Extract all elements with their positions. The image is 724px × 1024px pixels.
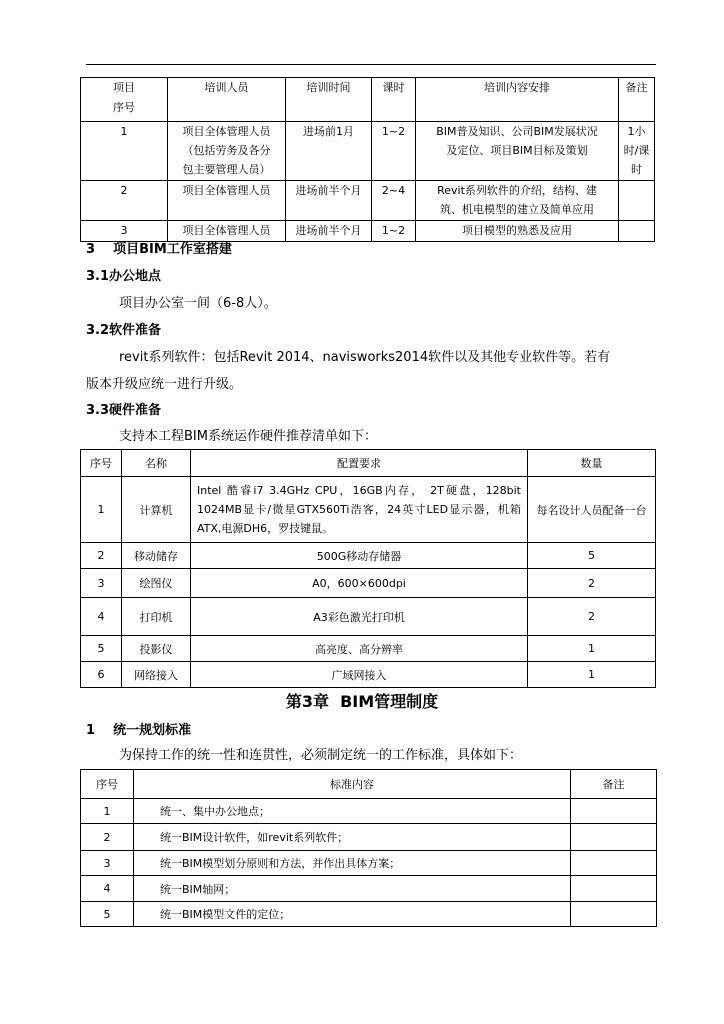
- hardware-table: [80, 449, 656, 688]
- cell-no: 2: [81, 543, 122, 569]
- cell-when: 进场前半个月: [286, 181, 372, 221]
- cell-content: 统一BIM设计软件，如revit系列软件；: [134, 824, 571, 851]
- col-header: 配置要求: [191, 450, 528, 477]
- section-3-3-heading: 3.3硬件准备: [86, 403, 162, 418]
- table-row: [81, 569, 656, 598]
- col-header: 序号: [81, 450, 122, 477]
- table-row: [81, 799, 657, 824]
- cell-note: 1小 时/课 时: [619, 122, 655, 181]
- cell-no: 1: [81, 799, 134, 824]
- section-3-2-heading: 3.2软件准备: [86, 323, 162, 338]
- cell-name: 计算机: [122, 477, 191, 543]
- section-3-2-text-line2: 版本升级应统一进行升级。: [86, 377, 243, 392]
- cell-no: 4: [81, 876, 134, 902]
- section-1-text: 为保持工作的统一性和连贯性，必须制定统一的工作标准，具体如下：: [119, 748, 523, 763]
- cell-spec: A0，600×600dpi: [191, 569, 528, 598]
- cell-note: [571, 824, 657, 851]
- cell-when: 进场前1月: [286, 122, 372, 181]
- cell-spec: Intel 酷睿i7 3.4GHz CPU，16GB内存， 2T硬盘，128bit 1024MB显卡/微星GTX560Ti浩客，24英寸LED显示器，机箱ATX,电源DH6，罗技键鼠。: [191, 477, 528, 543]
- cell-who: 项目全体管理人员: [168, 221, 286, 242]
- cell-qty: 每名设计人员配备一台: [528, 477, 656, 543]
- section-1-heading: 1 统一规划标准: [86, 723, 192, 738]
- table-row: [81, 851, 657, 876]
- col-header: 项目 序号: [81, 78, 168, 122]
- cell-qty: 1: [528, 636, 656, 662]
- cell-spec: A3彩色激光打印机: [191, 598, 528, 636]
- col-header: 标准内容: [134, 770, 571, 799]
- cell-spec: 500G移动存储器: [191, 543, 528, 569]
- section-3-1-heading: 3.1办公地点: [86, 269, 162, 284]
- table-row: [81, 122, 655, 181]
- section-3-2-text-line1: revit系列软件：包括Revit 2014、navisworks2014软件以及其他专业软件等。若有: [119, 350, 611, 365]
- cell-who: 项目全体管理人员: [168, 181, 286, 221]
- cell-spec: 高亮度、高分辨率: [191, 636, 528, 662]
- cell-content: 统一、集中办公地点；: [134, 799, 571, 824]
- header-rule: [86, 64, 656, 65]
- table-header-row: [81, 450, 656, 477]
- col-header: 备注: [619, 78, 655, 122]
- table-row: [81, 598, 656, 636]
- cell-qty: 2: [528, 598, 656, 636]
- col-header: 培训人员: [168, 78, 286, 122]
- cell-no: 5: [81, 902, 134, 927]
- cell-note: [571, 851, 657, 876]
- cell-name: 绘图仪: [122, 569, 191, 598]
- section-3-1-text: 项目办公室一间（6-8人）。: [119, 296, 277, 311]
- table-row: [81, 824, 657, 851]
- cell-content: Revit系列软件的介绍，结构、建 筑、机电模型的建立及简单应用: [416, 181, 619, 221]
- cell-no: 5: [81, 636, 122, 662]
- cell-hours: 1~2: [372, 122, 416, 181]
- cell-no: 2: [81, 181, 168, 221]
- table-row: [81, 662, 656, 688]
- col-header: 备注: [571, 770, 657, 799]
- section-3-heading: 3 项目BIM工作室搭建: [86, 242, 232, 257]
- table-row: [81, 543, 656, 569]
- cell-hours: 2~4: [372, 181, 416, 221]
- cell-name: 投影仪: [122, 636, 191, 662]
- cell-no: 6: [81, 662, 122, 688]
- table-row: [81, 902, 657, 927]
- cell-who: 项目全体管理人员 （包括劳务及各分 包主要管理人员）: [168, 122, 286, 181]
- cell-name: 网络接入: [122, 662, 191, 688]
- cell-note: [571, 799, 657, 824]
- cell-note: [619, 181, 655, 221]
- cell-hours: 1~2: [372, 221, 416, 242]
- cell-content: 统一BIM模型划分原则和方法，并作出具体方案；: [134, 851, 571, 876]
- col-header: 培训内容安排: [416, 78, 619, 122]
- cell-note: [619, 221, 655, 242]
- cell-qty: 1: [528, 662, 656, 688]
- table-row: [81, 477, 656, 543]
- cell-no: 4: [81, 598, 122, 636]
- section-3-3-text: 支持本工程BIM系统运作硬件推荐清单如下：: [119, 429, 377, 444]
- col-header: 名称: [122, 450, 191, 477]
- table-header-row: [81, 770, 657, 799]
- cell-name: 移动储存: [122, 543, 191, 569]
- table-row: [81, 636, 656, 662]
- col-header: 培训时间: [286, 78, 372, 122]
- chapter-title: 第3章 BIM管理制度: [285, 692, 439, 711]
- cell-qty: 5: [528, 543, 656, 569]
- cell-note: [571, 876, 657, 902]
- cell-content: 统一BIM轴网；: [134, 876, 571, 902]
- cell-content: 项目模型的熟悉及应用: [416, 221, 619, 242]
- cell-no: 1: [81, 122, 168, 181]
- cell-no: 3: [81, 569, 122, 598]
- cell-name: 打印机: [122, 598, 191, 636]
- cell-note: [571, 902, 657, 927]
- table-row: [81, 181, 655, 221]
- cell-no: 3: [81, 221, 168, 242]
- cell-spec: 广域网接入: [191, 662, 528, 688]
- standards-table: [80, 769, 657, 927]
- training-table: [80, 77, 655, 242]
- cell-no: 1: [81, 477, 122, 543]
- cell-content: BIM普及知识、公司BIM发展状况 及定位、项目BIM目标及策划: [416, 122, 619, 181]
- col-header: 课时: [372, 78, 416, 122]
- table-row: [81, 876, 657, 902]
- cell-when: 进场前半个月: [286, 221, 372, 242]
- cell-qty: 2: [528, 569, 656, 598]
- table-header-row: [81, 78, 655, 122]
- cell-no: 2: [81, 824, 134, 851]
- cell-no: 3: [81, 851, 134, 876]
- col-header: 数量: [528, 450, 656, 477]
- cell-content: 统一BIM模型文件的定位；: [134, 902, 571, 927]
- col-header: 序号: [81, 770, 134, 799]
